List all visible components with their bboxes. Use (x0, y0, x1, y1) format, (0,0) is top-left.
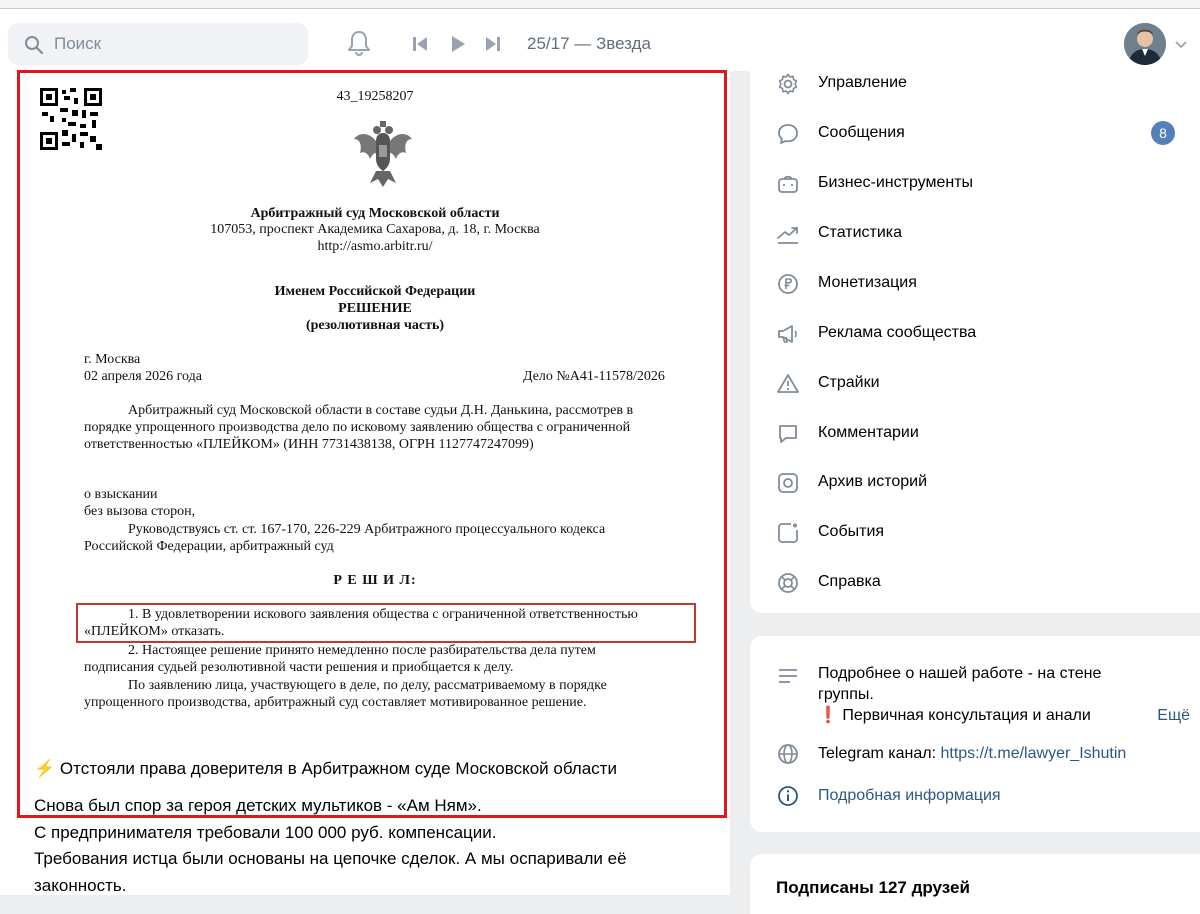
menu-label: Реклама сообщества (818, 324, 977, 341)
doc-heading-resolutive: (резолютивная часть) (305, 318, 445, 333)
menu-item-business-tools[interactable] (750, 166, 1200, 206)
ruble-icon (776, 272, 800, 296)
next-track-icon[interactable] (484, 35, 502, 53)
menu-label: Статистика (818, 224, 903, 241)
post-title (34, 759, 617, 779)
chat-icon (776, 122, 800, 146)
menu-item-management[interactable] (750, 66, 1200, 106)
doc-paragraph-3-line: По заявлению лица, участвующего в деле, по делу, рассматриваемому в порядке (128, 678, 607, 693)
telegram-label: Telegram канал: (818, 745, 941, 762)
unread-count-badge: 8 (1151, 121, 1175, 145)
doc-intro-line: ответственностью «ПЛЕЙКОМ» (ИНН 7731438138, ОГРН 1127747247099) (84, 437, 534, 452)
details-link[interactable]: Подробная информация (818, 787, 1001, 804)
menu-item-strikes[interactable] (750, 366, 1200, 406)
text-lines-icon (776, 664, 800, 688)
court-name: Арбитражный суд Московской области (250, 206, 500, 221)
globe-icon (776, 742, 800, 766)
trend-icon (776, 222, 800, 246)
highlighted-ruling-box (76, 603, 696, 643)
post-text-line: Снова был спор за героя детских мультиков - «Ам Ням». (34, 796, 482, 815)
avatar-photo-icon (1124, 23, 1166, 65)
browser-top-strip (0, 0, 1200, 9)
doc-intro-line: Арбитражный суд Московской области в составе судьи Д.Н. Данькина, рассмотрев в (128, 403, 634, 418)
info-icon (776, 784, 800, 808)
chevron-down-icon[interactable] (1174, 37, 1188, 51)
friends-card (750, 854, 1200, 914)
community-info-card (750, 636, 1200, 832)
now-playing-track[interactable]: 25/17 — Звезда (527, 34, 651, 53)
menu-item-comments[interactable] (750, 416, 1200, 456)
court-address: 107053, проспект Академика Сахарова, д. 18, г. Москва (210, 222, 540, 237)
menu-label: События (818, 523, 885, 540)
post-text-line: С предпринимателя требовали 100 000 руб. компенсации. (34, 823, 497, 842)
warning-icon (776, 372, 800, 396)
briefcase-icon (776, 172, 800, 196)
play-icon[interactable] (449, 35, 467, 53)
doc-city: г. Москва (84, 352, 141, 367)
coat-of-arms-icon (350, 119, 416, 189)
doc-heading-federation: Именем Российской Федерации (274, 284, 476, 299)
menu-label: Справка (818, 573, 881, 590)
telegram-link[interactable]: https://t.me/lawyer_Ishutin (940, 745, 1127, 762)
about-line: группы. (818, 686, 874, 703)
doc-guided-line: Российской Федерации, арбитражный суд (84, 539, 334, 554)
about-line-text: ❗ Первичная консультация и анали (818, 707, 1091, 724)
menu-item-statistics[interactable] (750, 216, 1200, 256)
about-line-truncated (818, 705, 1190, 726)
doc-guided-line: Руководствуясь ст. ст. 167-170, 226-229 Арбитражного процессуального кодекса (128, 522, 606, 537)
about-text (818, 663, 1190, 726)
megaphone-icon (776, 322, 800, 346)
court-site: http://asmo.arbitr.ru/ (317, 239, 433, 254)
comment-icon (776, 422, 800, 446)
search-placeholder: Поиск (54, 34, 102, 53)
show-more-link[interactable]: Ещё (1153, 705, 1190, 726)
menu-label: Страйки (818, 374, 880, 391)
menu-label: Архив историй (818, 473, 928, 490)
about-line: Подробнее о нашей работе - на стене (818, 665, 1102, 682)
lightning-emoji-icon: ⚡ (34, 759, 56, 778)
menu-item-monetization[interactable] (750, 266, 1200, 306)
doc-paragraph-1-line: «ПЛЕЙКОМ» отказать. (84, 624, 225, 639)
post-title-text: Отстояли права доверителя в Арбитражном суде Московской области (59, 759, 617, 778)
post-text-line: законность. (34, 876, 127, 895)
community-menu (750, 71, 1200, 613)
menu-item-events[interactable] (750, 515, 1200, 555)
menu-label: Сообщения (818, 124, 905, 141)
help-lifebuoy-icon (776, 571, 800, 595)
post-text-line: Требования истца были основаны на цепочке сделок. А мы оспаривали её (34, 849, 627, 868)
doc-no-parties: без вызова сторон, (84, 504, 196, 519)
menu-label: Управление (818, 74, 907, 91)
story-archive-icon (776, 471, 800, 495)
doc-paragraph-2-line: 2. Настоящее решение принято немедленно после разбирательства дела путем (128, 643, 596, 658)
user-avatar[interactable] (1124, 23, 1166, 65)
menu-item-messages[interactable] (750, 116, 1200, 156)
doc-intro-line: порядке упрощенного производства дело по исковому заявлению общества с ограниченной (84, 420, 631, 435)
previous-track-icon[interactable] (411, 35, 429, 53)
doc-date: 02 апреля 2026 года (84, 369, 202, 384)
menu-label: Комментарии (818, 424, 919, 441)
notifications-bell-icon[interactable] (346, 29, 372, 57)
menu-item-community-ads[interactable] (750, 316, 1200, 356)
doc-paragraph-3-line: упрощенного производства, арбитражный суд составляет мотивированное решение. (84, 695, 587, 710)
doc-decided: Р Е Ш И Л: (333, 573, 417, 588)
court-decision-image[interactable] (20, 71, 730, 741)
friends-subscribed-title[interactable]: Подписаны 127 друзей (776, 878, 970, 897)
gear-icon (776, 72, 800, 96)
case-code: 43_19258207 (336, 89, 414, 104)
menu-item-help[interactable] (750, 565, 1200, 605)
doc-heading-decision: РЕШЕНИЕ (338, 301, 412, 316)
doc-paragraph-2-line: подписания судьей резолютивной части решения и приобщается к делу. (84, 660, 514, 675)
doc-paragraph-1-line: 1. В удовлетворении искового заявления общества с ограниченной ответственностью (128, 607, 638, 622)
top-bar (0, 9, 1200, 71)
search-input[interactable] (8, 23, 308, 65)
event-icon (776, 521, 800, 545)
menu-label: Монетизация (818, 274, 917, 291)
telegram-row (818, 743, 1126, 764)
menu-label: Бизнес-инструменты (818, 174, 974, 191)
menu-item-stories-archive[interactable] (750, 465, 1200, 505)
doc-case-number: Дело №А41-11578/2026 (523, 369, 665, 384)
doc-recovery: о взыскании (84, 487, 158, 502)
search-icon (24, 35, 44, 55)
